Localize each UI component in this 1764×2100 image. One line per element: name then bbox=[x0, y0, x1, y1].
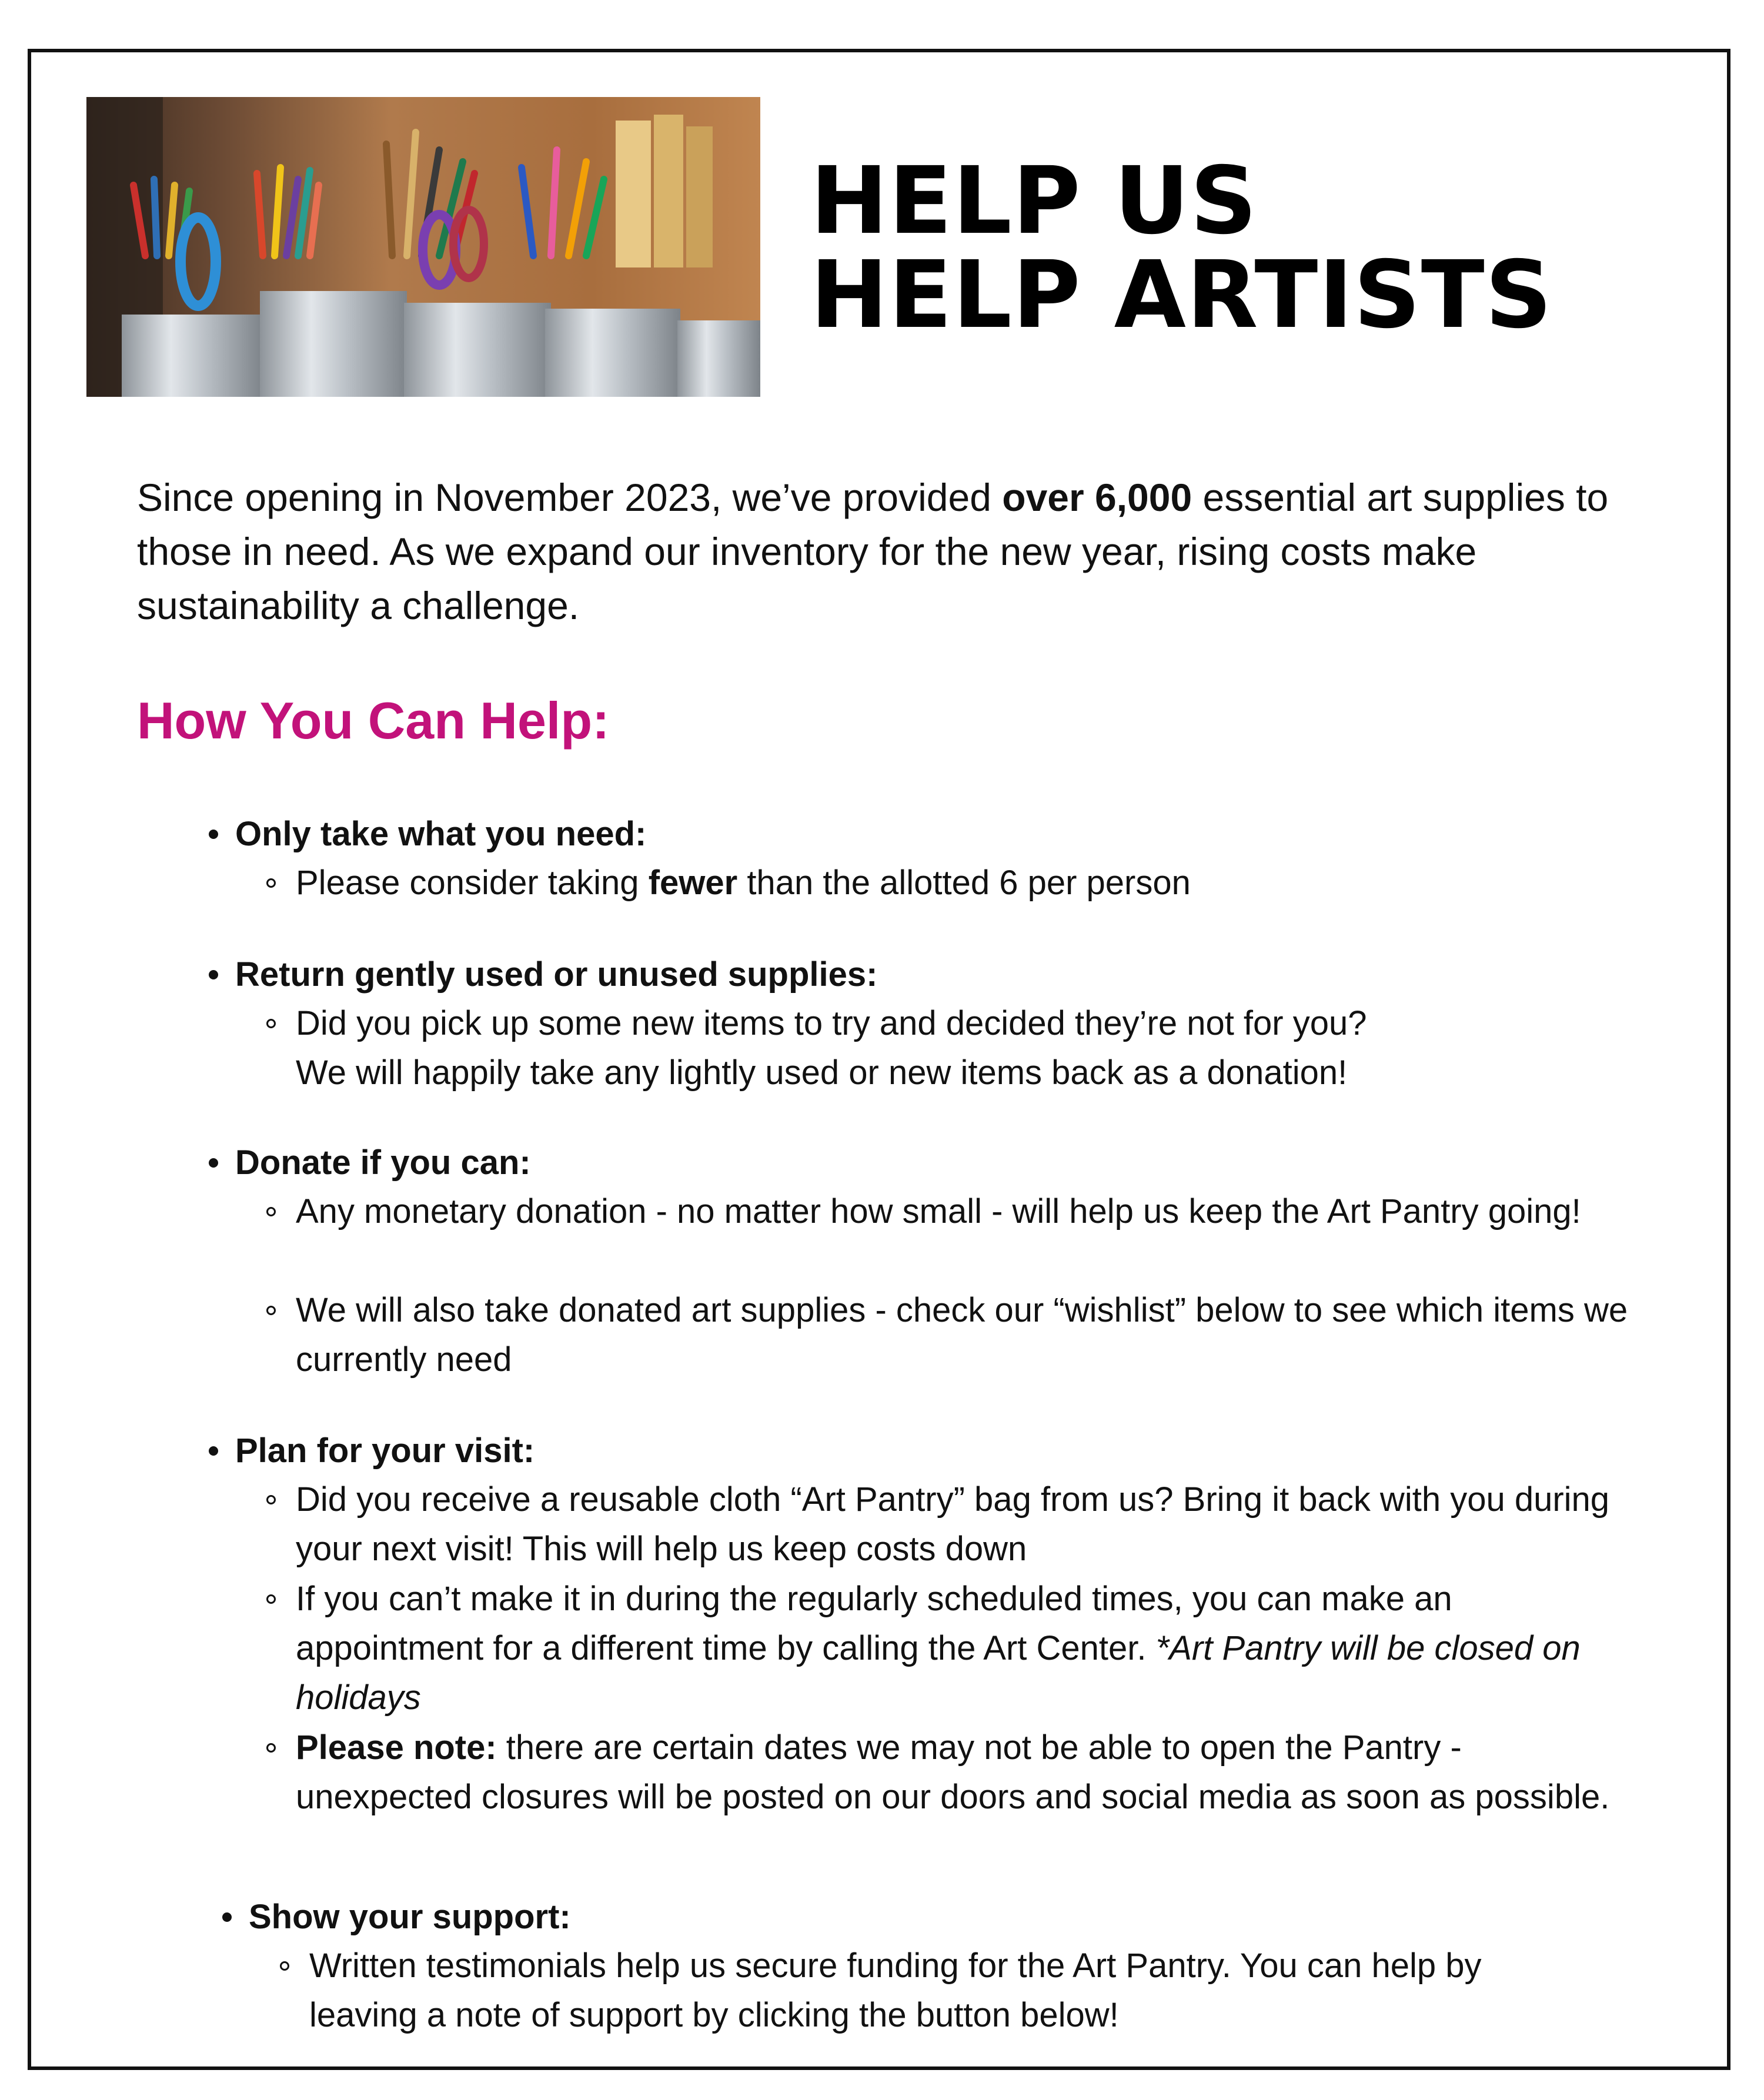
list-item-text: there are certain dates we may not be able to open the Pantry - unexpected closures will be posted on our doors and social media as soon as possible. bbox=[296, 1728, 1610, 1816]
section-title: Plan for your visit: bbox=[235, 1432, 535, 1470]
list-item-text: Please consider taking bbox=[296, 864, 649, 902]
list-item-text: We will happily take any lightly used or new items back as a donation! bbox=[296, 1054, 1348, 1092]
art-supplies-photo bbox=[86, 97, 760, 397]
list-item bbox=[296, 858, 1636, 908]
circle-bullet-icon bbox=[266, 1594, 276, 1604]
list-item-bold: Please note: bbox=[296, 1728, 497, 1767]
list-item-text: than the allotted 6 per person bbox=[737, 864, 1191, 902]
help-heading: How You Can Help: bbox=[137, 691, 610, 750]
circle-bullet-icon bbox=[266, 1743, 276, 1753]
list-item-text: If you can’t make it in during the regularly scheduled times, you can make an appointment for a different time by calling the Art Center. bbox=[296, 1580, 1452, 1667]
list-item: Any monetary donation - no matter how small - will help us keep the Art Pantry going! bbox=[296, 1192, 1581, 1230]
circle-bullet-icon bbox=[266, 1306, 276, 1315]
bullet-icon bbox=[209, 970, 218, 979]
section-title: Return gently used or unused supplies: bbox=[235, 955, 878, 994]
circle-bullet-icon bbox=[280, 1961, 289, 1971]
list-item bbox=[296, 999, 1636, 1098]
list-item-bold: fewer bbox=[648, 864, 738, 902]
list-item: Written testimonials help us secure funding for the Art Pantry. You can help by leaving a note of support by clicking the button below! bbox=[309, 1947, 1482, 2034]
list-item: Did you receive a reusable cloth “Art Pantry” bag from us? Bring it back with you during your next visit! This will help us keep costs down bbox=[296, 1480, 1610, 1568]
section-title: Show your support: bbox=[249, 1898, 571, 1936]
intro-paragraph bbox=[137, 470, 1666, 633]
bullet-icon bbox=[222, 1912, 232, 1922]
title-line-2: HELP ARTISTS bbox=[810, 241, 1553, 349]
intro-text-1: Since opening in November 2023, we’ve provided bbox=[137, 476, 1003, 519]
circle-bullet-icon bbox=[266, 1207, 276, 1216]
intro-text-2: essential art supplies to those in need. As we expand our inventory for the new year, rising costs make sustainability a challenge. bbox=[137, 476, 1609, 627]
list-item bbox=[296, 1574, 1636, 1723]
circle-bullet-icon bbox=[266, 1019, 276, 1028]
list-item-text: Did you pick up some new items to try and decided they’re not for you? bbox=[296, 1004, 1367, 1042]
list-item: We will also take donated art supplies - check our “wishlist” below to see which items we currently need bbox=[296, 1291, 1628, 1379]
section-title: Only take what you need: bbox=[235, 815, 647, 853]
intro-highlight: over 6,000 bbox=[1002, 476, 1192, 519]
list-item-italic: *Art Pantry will be closed on holidays bbox=[296, 1629, 1581, 1717]
circle-bullet-icon bbox=[266, 878, 276, 888]
bullet-icon bbox=[209, 1446, 218, 1456]
title-line-1: HELP US bbox=[810, 147, 1258, 255]
circle-bullet-icon bbox=[266, 1495, 276, 1504]
list-item bbox=[296, 1723, 1636, 1822]
section-title: Donate if you can: bbox=[235, 1143, 531, 1182]
bullet-icon bbox=[209, 1158, 218, 1168]
page-title bbox=[810, 147, 1553, 349]
bullet-icon bbox=[209, 830, 218, 839]
